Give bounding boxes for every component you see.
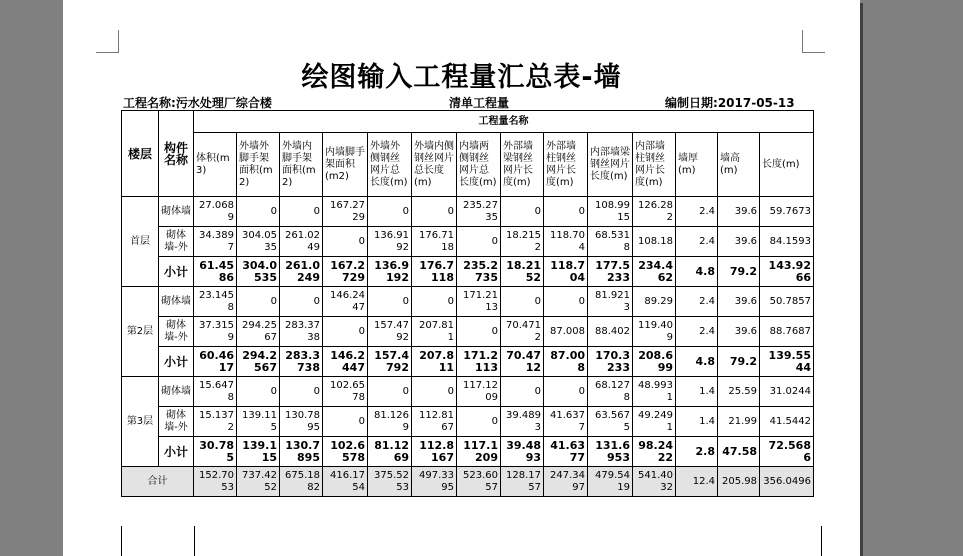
subtotal-row bbox=[122, 257, 814, 287]
table-cell: 39.4893 bbox=[501, 437, 544, 467]
table-cell: 2.4 bbox=[676, 317, 718, 347]
table-cell: 23.1458 bbox=[194, 287, 237, 317]
table-continuation-divider bbox=[194, 526, 195, 556]
table-cell: 737.4252 bbox=[237, 467, 280, 497]
table-cell: 47.58 bbox=[718, 437, 760, 467]
project-label: 工程名称: bbox=[123, 96, 176, 110]
table-cell: 416.1754 bbox=[323, 467, 368, 497]
column-header: 外墙内脚手架面积(m2) bbox=[280, 133, 323, 197]
column-header: 外墙内侧钢丝网片总长度(m) bbox=[412, 133, 457, 197]
table-cell: 171.2113 bbox=[457, 347, 501, 377]
table-cell: 48.9931 bbox=[633, 377, 676, 407]
table-cell: 119.409 bbox=[633, 317, 676, 347]
table-cell: 130.7895 bbox=[280, 437, 323, 467]
table-cell: 497.3395 bbox=[412, 467, 457, 497]
table-cell: 523.6057 bbox=[457, 467, 501, 497]
table-cell: 108.9915 bbox=[588, 197, 633, 227]
table-cell: 356.0496 bbox=[760, 467, 814, 497]
list-type: 清单工程量 bbox=[449, 96, 510, 110]
table-cell: 261.0249 bbox=[280, 227, 323, 257]
table-cell: 294.2567 bbox=[237, 347, 280, 377]
table-row bbox=[122, 407, 814, 437]
table-cell: 87.008 bbox=[544, 347, 588, 377]
table-cell: 157.4792 bbox=[368, 347, 412, 377]
crop-mark-top-left bbox=[96, 30, 121, 55]
table-cell: 126.282 bbox=[633, 197, 676, 227]
table-cell: 128.1757 bbox=[501, 467, 544, 497]
table-cell: 59.7673 bbox=[760, 197, 814, 227]
table-cell: 41.5442 bbox=[760, 407, 814, 437]
table-cell: 68.1278 bbox=[588, 377, 633, 407]
table-cell: 49.2491 bbox=[633, 407, 676, 437]
table-cell: 34.3897 bbox=[194, 227, 237, 257]
table-cell: 146.2447 bbox=[323, 347, 368, 377]
table-cell: 0 bbox=[237, 287, 280, 317]
table-cell: 21.99 bbox=[718, 407, 760, 437]
floor-label: 首层 bbox=[122, 197, 159, 287]
table-cell: 12.4 bbox=[676, 467, 718, 497]
table-cell: 247.3497 bbox=[544, 467, 588, 497]
table-cell: 79.2 bbox=[718, 257, 760, 287]
table-cell: 283.3738 bbox=[280, 347, 323, 377]
subtotal-label: 小计 bbox=[159, 437, 194, 467]
table-cell: 167.2729 bbox=[323, 197, 368, 227]
table-cell: 87.008 bbox=[544, 317, 588, 347]
table-cell: 61.4586 bbox=[194, 257, 237, 287]
table-cell: 208.699 bbox=[633, 347, 676, 377]
table-cell: 102.6578 bbox=[323, 437, 368, 467]
table-cell: 152.7053 bbox=[194, 467, 237, 497]
table-cell: 88.7687 bbox=[760, 317, 814, 347]
report-page bbox=[63, 0, 860, 556]
table-cell: 79.2 bbox=[718, 347, 760, 377]
table-cell: 167.2729 bbox=[323, 257, 368, 287]
table-cell: 283.3738 bbox=[280, 317, 323, 347]
crop-mark-top-right bbox=[800, 30, 825, 55]
table-cell: 139.115 bbox=[237, 437, 280, 467]
table-cell: 0 bbox=[457, 317, 501, 347]
component-name: 砌体墙 bbox=[159, 287, 194, 317]
table-cell: 146.2447 bbox=[323, 287, 368, 317]
component-name: 砌体墙-外 bbox=[159, 317, 194, 347]
table-cell: 0 bbox=[368, 197, 412, 227]
table-cell: 294.2567 bbox=[237, 317, 280, 347]
column-header: 内部墙梁钢丝网片长度(m) bbox=[588, 133, 633, 197]
table-cell: 136.9192 bbox=[368, 257, 412, 287]
table-cell: 25.59 bbox=[718, 377, 760, 407]
table-cell: 234.462 bbox=[633, 257, 676, 287]
component-name: 砌体墙-外 bbox=[159, 227, 194, 257]
project-name: 污水处理厂综合楼 bbox=[175, 96, 272, 110]
table-cell: 0 bbox=[501, 287, 544, 317]
column-header: 外部墙梁钢丝网片长度(m) bbox=[501, 133, 544, 197]
table-cell: 0 bbox=[501, 377, 544, 407]
table-cell: 102.6578 bbox=[323, 377, 368, 407]
table-cell: 139.5544 bbox=[760, 347, 814, 377]
table-cell: 170.3233 bbox=[588, 347, 633, 377]
table-cell: 157.4792 bbox=[368, 317, 412, 347]
table-cell: 207.811 bbox=[412, 347, 457, 377]
subtotal-label: 小计 bbox=[159, 257, 194, 287]
column-header: 长度(m) bbox=[760, 133, 814, 197]
table-cell: 171.2113 bbox=[457, 287, 501, 317]
column-header: 墙高(m) bbox=[718, 133, 760, 197]
project-info bbox=[123, 94, 272, 111]
table-cell: 0 bbox=[323, 227, 368, 257]
table-cell: 0 bbox=[237, 197, 280, 227]
subtotal-label: 小计 bbox=[159, 347, 194, 377]
table-cell: 1.4 bbox=[676, 407, 718, 437]
subtotal-row bbox=[122, 347, 814, 377]
table-cell: 0 bbox=[323, 317, 368, 347]
table-cell: 0 bbox=[280, 197, 323, 227]
page-shadow bbox=[860, 3, 863, 556]
table-cell: 60.4617 bbox=[194, 347, 237, 377]
table-cell: 31.0244 bbox=[760, 377, 814, 407]
table-cell: 41.6377 bbox=[544, 407, 588, 437]
table-cell: 2.4 bbox=[676, 287, 718, 317]
column-header: 墙厚(m) bbox=[676, 133, 718, 197]
table-cell: 88.402 bbox=[588, 317, 633, 347]
table-cell: 143.9266 bbox=[760, 257, 814, 287]
table-cell: 15.6478 bbox=[194, 377, 237, 407]
column-header: 外墙外侧钢丝网片总长度(m) bbox=[368, 133, 412, 197]
table-cell: 27.0689 bbox=[194, 197, 237, 227]
table-cell: 675.1882 bbox=[280, 467, 323, 497]
column-header: 内部墙柱钢丝网片长度(m) bbox=[633, 133, 676, 197]
table-cell: 0 bbox=[544, 197, 588, 227]
table-cell: 139.115 bbox=[237, 407, 280, 437]
table-cell: 0 bbox=[501, 197, 544, 227]
date-label: 编制日期: bbox=[665, 96, 718, 110]
table-cell: 261.0249 bbox=[280, 257, 323, 287]
column-header: 内墙两侧钢丝网片总长度(m) bbox=[457, 133, 501, 197]
table-cell: 479.5419 bbox=[588, 467, 633, 497]
date-info bbox=[665, 94, 795, 111]
table-cell: 81.1269 bbox=[368, 407, 412, 437]
column-header: 外部墙柱钢丝网片长度(m) bbox=[544, 133, 588, 197]
table-cell: 117.1209 bbox=[457, 377, 501, 407]
table-cell: 15.1372 bbox=[194, 407, 237, 437]
column-header: 外墙外脚手架面积(m2) bbox=[237, 133, 280, 197]
grand-total-row bbox=[122, 467, 814, 497]
floor-label: 第2层 bbox=[122, 287, 159, 377]
table-cell: 0 bbox=[457, 227, 501, 257]
quantity-summary-table bbox=[121, 110, 814, 497]
table-header-row-2 bbox=[122, 133, 814, 197]
table-cell: 108.18 bbox=[633, 227, 676, 257]
table-cell: 112.8167 bbox=[412, 407, 457, 437]
table-cell: 2.4 bbox=[676, 227, 718, 257]
table-cell: 50.7857 bbox=[760, 287, 814, 317]
table-cell: 118.704 bbox=[544, 257, 588, 287]
table-row bbox=[122, 287, 814, 317]
table-cell: 2.8 bbox=[676, 437, 718, 467]
table-header-row-1 bbox=[122, 111, 814, 133]
component-header: 构件名称 bbox=[159, 111, 194, 197]
table-cell: 131.6953 bbox=[588, 437, 633, 467]
table-cell: 118.704 bbox=[544, 227, 588, 257]
table-cell: 176.7118 bbox=[412, 257, 457, 287]
table-cell: 72.5686 bbox=[760, 437, 814, 467]
table-row bbox=[122, 227, 814, 257]
table-cell: 81.1269 bbox=[368, 437, 412, 467]
table-row bbox=[122, 377, 814, 407]
floor-label: 第3层 bbox=[122, 377, 159, 467]
table-cell: 0 bbox=[323, 407, 368, 437]
table-cell: 205.98 bbox=[718, 467, 760, 497]
table-cell: 235.2735 bbox=[457, 197, 501, 227]
component-name: 砌体墙 bbox=[159, 377, 194, 407]
table-cell: 70.4712 bbox=[501, 347, 544, 377]
table-cell: 18.2152 bbox=[501, 257, 544, 287]
table-cell: 541.4032 bbox=[633, 467, 676, 497]
table-cell: 81.9213 bbox=[588, 287, 633, 317]
table-cell: 304.0535 bbox=[237, 227, 280, 257]
report-title: 绘图输入工程量汇总表-墙 bbox=[301, 62, 622, 93]
subtotal-row bbox=[122, 437, 814, 467]
table-cell: 98.2422 bbox=[633, 437, 676, 467]
table-cell: 0 bbox=[368, 287, 412, 317]
table-row bbox=[122, 317, 814, 347]
table-cell: 0 bbox=[457, 407, 501, 437]
table-cell: 0 bbox=[412, 377, 457, 407]
table-cell: 18.2152 bbox=[501, 227, 544, 257]
table-cell: 112.8167 bbox=[412, 437, 457, 467]
table-cell: 39.4893 bbox=[501, 407, 544, 437]
table-cell: 89.29 bbox=[633, 287, 676, 317]
table-cell: 63.5675 bbox=[588, 407, 633, 437]
table-cell: 235.2735 bbox=[457, 257, 501, 287]
table-cell: 4.8 bbox=[676, 347, 718, 377]
table-cell: 207.811 bbox=[412, 317, 457, 347]
table-cell: 136.9192 bbox=[368, 227, 412, 257]
component-name: 砌体墙 bbox=[159, 197, 194, 227]
table-cell: 4.8 bbox=[676, 257, 718, 287]
floor-header: 楼层 bbox=[122, 111, 159, 197]
table-cell: 1.4 bbox=[676, 377, 718, 407]
table-cell: 0 bbox=[544, 287, 588, 317]
table-row bbox=[122, 197, 814, 227]
table-cell: 304.0535 bbox=[237, 257, 280, 287]
table-cell: 30.785 bbox=[194, 437, 237, 467]
column-header: 体积(m3) bbox=[194, 133, 237, 197]
table-cell: 39.6 bbox=[718, 317, 760, 347]
column-header: 内墙脚手架面积(m2) bbox=[323, 133, 368, 197]
table-cell: 0 bbox=[412, 287, 457, 317]
table-cell: 0 bbox=[237, 377, 280, 407]
table-cell: 177.5233 bbox=[588, 257, 633, 287]
table-cell: 39.6 bbox=[718, 227, 760, 257]
table-cell: 70.4712 bbox=[501, 317, 544, 347]
date-value: 2017-05-13 bbox=[717, 96, 795, 110]
grand-total-label: 合计 bbox=[122, 467, 194, 497]
table-cell: 117.1209 bbox=[457, 437, 501, 467]
component-name: 砌体墙-外 bbox=[159, 407, 194, 437]
table-cell: 0 bbox=[280, 287, 323, 317]
table-cell: 0 bbox=[544, 377, 588, 407]
table-cell: 0 bbox=[368, 377, 412, 407]
table-cell: 0 bbox=[280, 377, 323, 407]
table-cell: 130.7895 bbox=[280, 407, 323, 437]
table-cell: 0 bbox=[412, 197, 457, 227]
table-cell: 37.3159 bbox=[194, 317, 237, 347]
table-continuation bbox=[121, 526, 822, 556]
table-cell: 2.4 bbox=[676, 197, 718, 227]
table-cell: 375.5253 bbox=[368, 467, 412, 497]
table-cell: 41.6377 bbox=[544, 437, 588, 467]
table-cell: 84.1593 bbox=[760, 227, 814, 257]
table-cell: 39.6 bbox=[718, 287, 760, 317]
table-cell: 176.7118 bbox=[412, 227, 457, 257]
table-cell: 39.6 bbox=[718, 197, 760, 227]
table-cell: 68.5318 bbox=[588, 227, 633, 257]
quantity-group-header: 工程量名称 bbox=[194, 111, 814, 133]
